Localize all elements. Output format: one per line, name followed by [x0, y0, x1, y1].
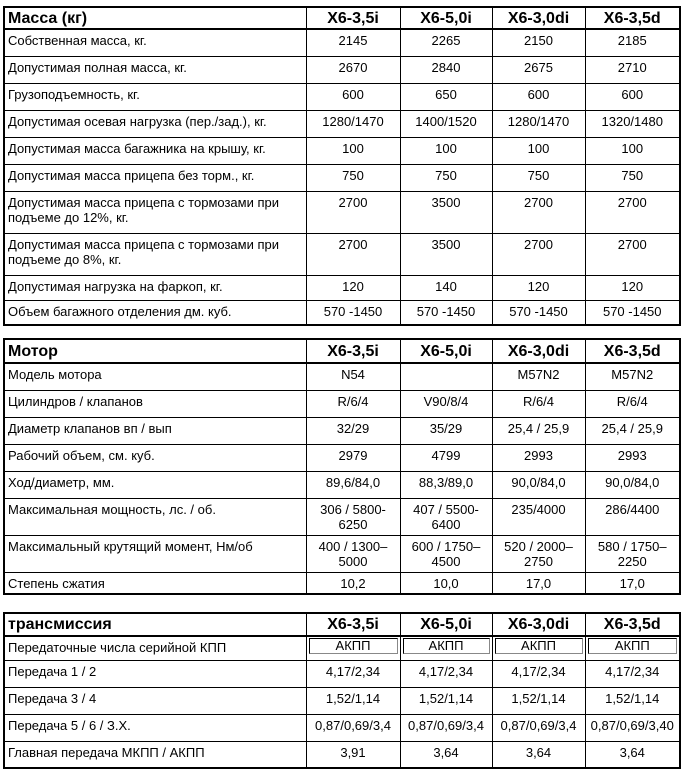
- engine-header-row: [4, 339, 680, 363]
- table-row: [4, 444, 680, 471]
- cell-value: 2185: [585, 29, 680, 56]
- row-label: Цилиндров / клапанов: [4, 390, 306, 417]
- row-label: Передача 5 / 6 / З.Х.: [4, 714, 306, 741]
- cell-value: 407 / 5500-6400: [400, 498, 492, 535]
- cell-value: 88,3/89,0: [400, 471, 492, 498]
- transmission-header-row: [4, 613, 680, 636]
- cell-value: 520 / 2000–2750: [492, 535, 585, 572]
- cell-value: M57N2: [492, 363, 585, 390]
- table-row: [4, 741, 680, 768]
- row-label: Грузоподъемность, кг.: [4, 83, 306, 110]
- table-row: [4, 110, 680, 137]
- table-row: [4, 137, 680, 164]
- cell-value: R/6/4: [585, 390, 680, 417]
- table-row: [4, 191, 680, 233]
- cell-value: 4,17/2,34: [585, 660, 680, 687]
- column-header: X6-3,5d: [585, 613, 680, 636]
- cell-value: 400 / 1300–5000: [306, 535, 400, 572]
- cell-value: 2700: [492, 233, 585, 275]
- row-label: Передача 1 / 2: [4, 660, 306, 687]
- cell-value: 2979: [306, 444, 400, 471]
- cell-value: 2670: [306, 56, 400, 83]
- cell-value: R/6/4: [306, 390, 400, 417]
- cell-value: 3,64: [400, 741, 492, 768]
- cell-value: 570 -1450: [306, 300, 400, 325]
- cell-value: N54: [306, 363, 400, 390]
- column-header: X6-3,5i: [306, 7, 400, 29]
- table-row: [4, 164, 680, 191]
- column-header: X6-3,0di: [492, 7, 585, 29]
- table-row: [4, 275, 680, 300]
- row-label: Степень сжатия: [4, 572, 306, 594]
- cell-value: [492, 636, 585, 660]
- table-row: [4, 636, 680, 660]
- cell-value: 750: [306, 164, 400, 191]
- row-label: Передача 3 / 4: [4, 687, 306, 714]
- cell-value: 3500: [400, 233, 492, 275]
- engine-title: Мотор: [4, 339, 306, 363]
- cell-value: 35/29: [400, 417, 492, 444]
- cell-value: 25,4 / 25,9: [492, 417, 585, 444]
- mass-title: Масса (кг): [4, 7, 306, 29]
- mass-header-row: [4, 7, 680, 29]
- row-label: Ход/диаметр, мм.: [4, 471, 306, 498]
- row-label: Передаточные числа серийной КПП: [4, 636, 306, 660]
- cell-value: 1280/1470: [306, 110, 400, 137]
- cell-value: 2993: [585, 444, 680, 471]
- cell-value: 89,6/84,0: [306, 471, 400, 498]
- row-label: Максимальная мощность, лс. / об.: [4, 498, 306, 535]
- cell-value: 3,64: [585, 741, 680, 768]
- cell-value: 570 -1450: [585, 300, 680, 325]
- cell-value: 2145: [306, 29, 400, 56]
- cell-value: 286/4400: [585, 498, 680, 535]
- row-label: Допустимая осевая нагрузка (пер./зад.), кг.: [4, 110, 306, 137]
- cell-value: 3,64: [492, 741, 585, 768]
- row-label: Рабочий объем, см. куб.: [4, 444, 306, 471]
- cell-value: 2993: [492, 444, 585, 471]
- cell-value: [400, 363, 492, 390]
- column-header: X6-3,5d: [585, 7, 680, 29]
- cell-value: [585, 636, 680, 660]
- cell-value: 750: [585, 164, 680, 191]
- cell-value: 1,52/1,14: [585, 687, 680, 714]
- cell-value: 2700: [306, 191, 400, 233]
- table-row: [4, 660, 680, 687]
- cell-value: 4,17/2,34: [400, 660, 492, 687]
- cell-value: 1320/1480: [585, 110, 680, 137]
- row-label: Диаметр клапанов вп / вып: [4, 417, 306, 444]
- cell-value: 2150: [492, 29, 585, 56]
- cell-value: [306, 636, 400, 660]
- cell-value: 235/4000: [492, 498, 585, 535]
- table-row: [4, 363, 680, 390]
- cell-value: 600: [585, 83, 680, 110]
- column-header: X6-3,0di: [492, 613, 585, 636]
- cell-value: 750: [492, 164, 585, 191]
- cell-value-box: АКПП: [309, 638, 398, 654]
- cell-value: 570 -1450: [400, 300, 492, 325]
- cell-value: 1,52/1,14: [492, 687, 585, 714]
- column-header: X6-3,5d: [585, 339, 680, 363]
- cell-value: 2700: [585, 233, 680, 275]
- cell-value: 3,91: [306, 741, 400, 768]
- cell-value: [400, 636, 492, 660]
- cell-value: 90,0/84,0: [492, 471, 585, 498]
- cell-value: 2265: [400, 29, 492, 56]
- cell-value: 120: [585, 275, 680, 300]
- row-label: Собственная масса, кг.: [4, 29, 306, 56]
- cell-value: 100: [585, 137, 680, 164]
- cell-value: 600 / 1750–4500: [400, 535, 492, 572]
- cell-value: 1,52/1,14: [400, 687, 492, 714]
- cell-value: 580 / 1750–2250: [585, 535, 680, 572]
- cell-value: 17,0: [492, 572, 585, 594]
- cell-value: 4799: [400, 444, 492, 471]
- cell-value: 2700: [306, 233, 400, 275]
- cell-value: 2675: [492, 56, 585, 83]
- row-label: Допустимая масса багажника на крышу, кг.: [4, 137, 306, 164]
- cell-value: 306 / 5800-6250: [306, 498, 400, 535]
- cell-value: 10,2: [306, 572, 400, 594]
- table-row: [4, 29, 680, 56]
- table-row: [4, 300, 680, 325]
- cell-value-box: АКПП: [588, 638, 678, 654]
- cell-value: 100: [400, 137, 492, 164]
- column-header: X6-3,0di: [492, 339, 585, 363]
- cell-value: 90,0/84,0: [585, 471, 680, 498]
- cell-value: 570 -1450: [492, 300, 585, 325]
- cell-value: 600: [492, 83, 585, 110]
- column-header: X6-3,5i: [306, 339, 400, 363]
- column-header: X6-5,0i: [400, 339, 492, 363]
- row-label: Модель мотора: [4, 363, 306, 390]
- cell-value: 2840: [400, 56, 492, 83]
- cell-value: 3500: [400, 191, 492, 233]
- cell-value: 2710: [585, 56, 680, 83]
- cell-value: V90/8/4: [400, 390, 492, 417]
- cell-value-box: АКПП: [495, 638, 583, 654]
- cell-value: 17,0: [585, 572, 680, 594]
- cell-value: 1400/1520: [400, 110, 492, 137]
- cell-value: 2700: [492, 191, 585, 233]
- cell-value: 100: [492, 137, 585, 164]
- cell-value: 25,4 / 25,9: [585, 417, 680, 444]
- transmission-table: [3, 612, 681, 769]
- cell-value: 32/29: [306, 417, 400, 444]
- table-row: [4, 687, 680, 714]
- cell-value-box: АКПП: [403, 638, 490, 654]
- cell-value: 0,87/0,69/3,40: [585, 714, 680, 741]
- cell-value: 600: [306, 83, 400, 110]
- column-header: X6-3,5i: [306, 613, 400, 636]
- column-header: X6-5,0i: [400, 7, 492, 29]
- table-row: [4, 83, 680, 110]
- cell-value: 2700: [585, 191, 680, 233]
- row-label: Допустимая масса прицепа с тормозами при подъеме до 8%, кг.: [4, 233, 306, 275]
- cell-value: R/6/4: [492, 390, 585, 417]
- table-row: [4, 572, 680, 594]
- cell-value: 10,0: [400, 572, 492, 594]
- row-label: Объем багажного отделения дм. куб.: [4, 300, 306, 325]
- cell-value: 650: [400, 83, 492, 110]
- row-label: Максимальный крутящий момент, Нм/об: [4, 535, 306, 572]
- cell-value: 0,87/0,69/3,4: [306, 714, 400, 741]
- row-label: Допустимая полная масса, кг.: [4, 56, 306, 83]
- table-row: [4, 56, 680, 83]
- table-row: [4, 233, 680, 275]
- cell-value: 120: [306, 275, 400, 300]
- row-label: Допустимая нагрузка на фаркоп, кг.: [4, 275, 306, 300]
- cell-value: 0,87/0,69/3,4: [492, 714, 585, 741]
- table-row: [4, 390, 680, 417]
- row-label: Допустимая масса прицепа без торм., кг.: [4, 164, 306, 191]
- table-row: [4, 714, 680, 741]
- cell-value: 1,52/1,14: [306, 687, 400, 714]
- table-row: [4, 535, 680, 572]
- table-row: [4, 471, 680, 498]
- cell-value: 4,17/2,34: [306, 660, 400, 687]
- table-row: [4, 417, 680, 444]
- cell-value: 4,17/2,34: [492, 660, 585, 687]
- cell-value: 0,87/0,69/3,4: [400, 714, 492, 741]
- table-row: [4, 498, 680, 535]
- row-label: Допустимая масса прицепа с тормозами при подъеме до 12%, кг.: [4, 191, 306, 233]
- mass-table: [3, 6, 681, 326]
- cell-value: 750: [400, 164, 492, 191]
- cell-value: 120: [492, 275, 585, 300]
- column-header: X6-5,0i: [400, 613, 492, 636]
- engine-table: [3, 338, 681, 595]
- row-label: Главная передача МКПП / АКПП: [4, 741, 306, 768]
- cell-value: 100: [306, 137, 400, 164]
- cell-value: 1280/1470: [492, 110, 585, 137]
- cell-value: M57N2: [585, 363, 680, 390]
- cell-value: 140: [400, 275, 492, 300]
- transmission-title: трансмиссия: [4, 613, 306, 636]
